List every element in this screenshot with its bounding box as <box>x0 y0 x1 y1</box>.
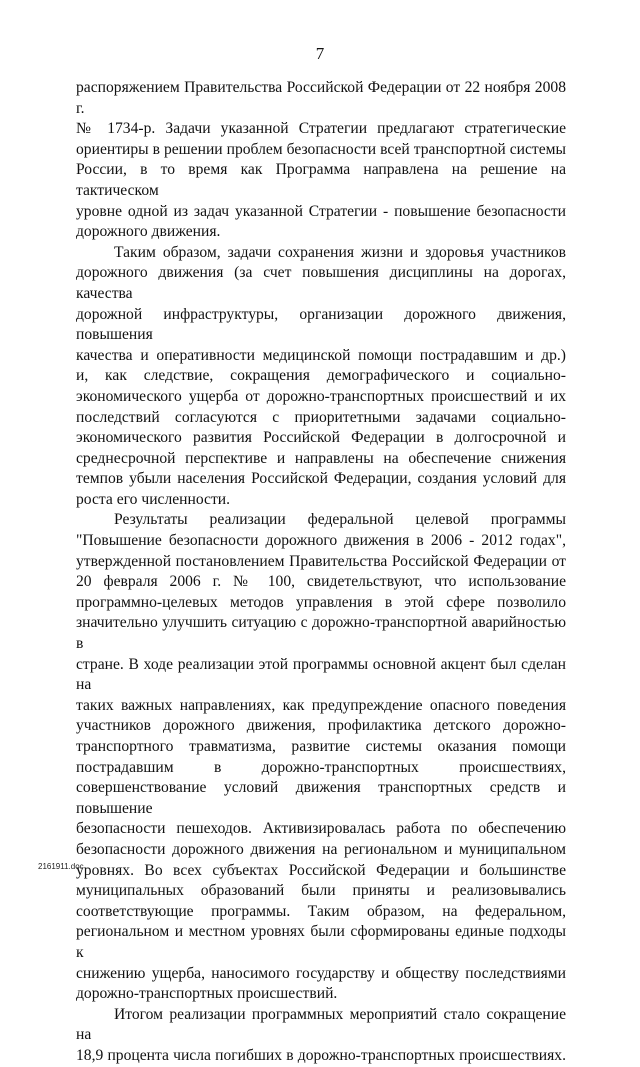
text-line: транспортного травматизма, развитие системы оказания помощи <box>76 738 566 755</box>
text-line: Итогом реализации программных мероприятий стало сокращение на <box>76 1005 566 1044</box>
text-line: экономического ущерба от дорожно-транспортных происшествий и их <box>76 387 566 405</box>
page-number: 7 <box>315 44 325 63</box>
text-line: № 1734-р. Задачи указанной Стратегии предлагают стратегические <box>76 120 566 138</box>
text-line: дорожного движения. <box>76 223 221 241</box>
text-line: безопасности дорожного движения на региональном и муниципальном <box>76 840 566 858</box>
paragraph-3 <box>76 510 566 1004</box>
text-line: соответствующие программы. Таким образом, на федеральном, <box>76 902 566 920</box>
text-line: дорожного движения (за счет повышения дисциплины на дорогах, качества <box>76 264 566 302</box>
text-line: снижению ущерба, наносимого государству и обществу последствиями <box>76 964 566 982</box>
text-line: уровне одной из задач указанной Стратегии - повышение безопасности <box>76 202 566 220</box>
text-line: программно-целевых методов управления в этой сфере позволило <box>76 593 566 611</box>
text-line: таких важных направлениях, как предупреждение опасного поведения <box>76 696 566 714</box>
text-line: России, в то время как Программа направлена на решение на тактическом <box>76 161 566 199</box>
text-line: 18,9 процента числа погибших в дорожно-транспортных происшествиях. <box>76 1046 566 1064</box>
text-line: роста его численности. <box>76 490 231 508</box>
text-line: качества и оперативности медицинской помощи пострадавшим и др.) <box>76 346 566 364</box>
text-line: стране. В ходе реализации этой программы основной акцент был сделан на <box>76 655 566 694</box>
text-line: "Повышение безопасности дорожного движения в 2006 - 2012 годах", <box>76 532 566 550</box>
text-line: ориентиры в решении проблем безопасности всей транспортной системы <box>76 140 566 158</box>
text-line: последствий согласуются с приоритетными задачами социально- <box>76 408 566 426</box>
text-line: и, как следствие, сокращения демографического и социально- <box>76 367 566 385</box>
text-line: распоряжением Правительства Российской Федерации от 22 ноября 2008 г. <box>76 79 566 117</box>
text-line: среднесрочной перспективе и направлены на обеспечение снижения <box>76 449 566 467</box>
text-line: пострадавшим в дорожно-транспортных происшествиях, <box>76 758 566 776</box>
paragraph-4 <box>76 1005 566 1067</box>
text-line: дорожно-транспортных происшествий. <box>76 985 338 1003</box>
text-line: 20 февраля 2006 г. № 100, свидетельствуют, что использование <box>76 573 566 591</box>
document-body <box>76 78 566 1067</box>
footer-filename: 2161911.doc <box>38 862 84 871</box>
text-line: дорожной инфраструктуры, организации дорожного движения, повышения <box>76 305 566 344</box>
text-line: региональном и местном уровнях были сформированы единые подходы к <box>76 923 566 961</box>
text-line: значительно улучшить ситуацию с дорожно-транспортной аварийностью в <box>76 614 566 653</box>
text-line: Результаты реализации федеральной целевой программы <box>114 511 566 529</box>
paragraph-2 <box>76 243 566 511</box>
text-line: Таким образом, задачи сохранения жизни и здоровья участников <box>114 243 566 261</box>
text-line: муниципальных образований были приняты и реализовывались <box>76 882 566 900</box>
text-line: уровнях. Во всех субъектах Российской Федерации и большинстве <box>76 861 566 879</box>
text-line: утвержденной постановлением Правительства Российской Федерации от <box>76 552 566 570</box>
text-line: темпов убыли населения Российской Федерации, создания условий для <box>76 470 566 488</box>
paragraph-1 <box>76 78 566 243</box>
text-line: участников дорожного движения, профилактика детского дорожно- <box>76 717 566 735</box>
text-line: безопасности пешеходов. Активизировалась работа по обеспечению <box>76 820 566 838</box>
text-line: совершенствование условий движения транспортных средств и повышение <box>76 779 566 817</box>
text-line: экономического развития Российской Федерации в долгосрочной и <box>76 429 566 447</box>
